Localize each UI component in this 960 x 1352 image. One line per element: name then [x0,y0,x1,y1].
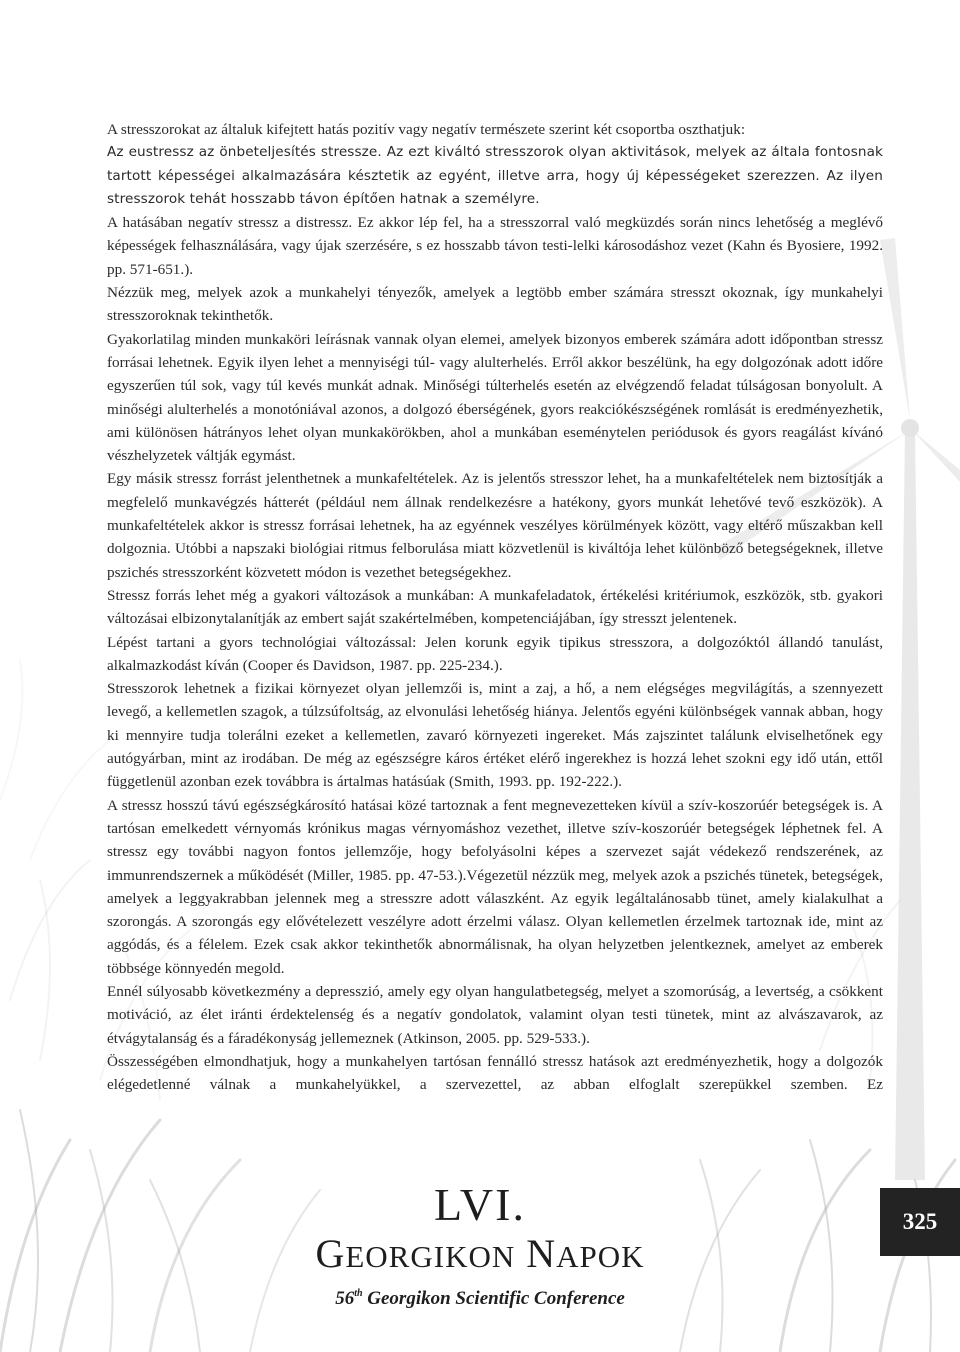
paragraph-changes: Stressz forrás lehet még a gyakori változások a munkában: A munkafeladatok, értékelési kritériumok, eszközök, stb. gyakori változásai elbizonytalanítják az embert saját szakértelmében, kompetenciájában, így stresszt jelentenek. [107,586,883,628]
conference-edition: LVI. [434,1179,526,1230]
paragraph-work-conditions: Egy másik stressz forrást jelenthetnek a munkafeltételek. Az is jelentős stresszor lehet, ha a munkafeltételek nem biztosítják a megfelelő munkavégzés hátterét (például nem állnak rendelkezésre a hatékony, gyors munkát lehetővé tevő eszközök). A munkafeltételek akkor is stressz forrásai lehetnek, ha az egyénnek veszélyes körülmények között, vagy eltérő műszakban kell dolgoznia. Utóbbi a napszaki biológiai ritmus felborulása miatt közvetlenül is kiváltója lehet különböző betegségeknek, illetve pszichés stresszorként közvetett módon is vezethet betegségekhez. [107,470,883,581]
conference-name-initial-g: G [315,1231,346,1276]
conference-subtitle [0,1288,960,1310]
conference-name-initial-n: N [526,1231,557,1276]
conference-subtitle-ordinal: th [354,1288,363,1299]
paragraph-health-effects: A stressz hosszú távú egészségkárosító hatásai közé tartoznak a fent megnevezetteken kívül a szív-koszorúér betegségek is. A tartósan emelkedett vérnyomás krónikus magas vérnyomáshoz vezethet, illetve szív-koszorúér betegségek léphetnek fel. A stressz egy további nagyon fontos jellemzője, hogy befolyásolni képes a szervezet saját védekező rendszerének, az immunrendszernek a működését (Miller, 1985. pp. 47-53.).Végezetül nézzük meg, melyek azok a pszichés tünetek, betegségek, amelyek a leggyakrabban jelennek meg a stresszre adott válaszként. Az egyik legáltalánosabb tünet, amely kialakulhat a szorongás. A szorongás egy elővételezett veszélyre adott érzelmi válasz. Olyan kellemetlen érzelmek tartoznak ide, mint az aggódás, és a félelem. Ezek csak akkor tekinthetők abnormálisnak, ha olyan helyzetben jelentkeznek, amelyet az emberek többsége könnyedén megold. [107,796,883,977]
paragraph-physical-environment: Stresszorok lehetnek a fizikai környezet olyan jellemzői is, mint a zaj, a hő, a nem elégséges megvilágítás, a szennyezett levegő, a kellemetlen szagok, a túlzsúfoltság, az elvonulási lehetőség hiánya. Jelentős egyéni különbségek vannak abban, hogy ki mennyire tudja tolerálni ezeket a kellemetlen, zavaró környezeti ingereket. Más zajszintet találunk elviselhetőnek egy autógyárban, mint az irodában. De még az egészségre káros értéket elérő ingerekhez is hozzá lehet szokni egy idő után, ettől függetlenül azonban ezek továbbra is ártalmas hatásúak (Smith, 1993. pp. 192-222.). [107,680,883,791]
conference-name-apok: APOK [556,1239,645,1274]
paragraph-depression: Ennél súlyosabb következmény a depresszió, amely egy olyan hangulatbetegség, melyet a szomorúság, a levertség, a csökkent motiváció, az élet iránti érdektelenség és a negatív gondolatok, valamint olyan testi tünetek, mint az alvászavarok, az étvágytalanság és a fáradékonyság jellemeznek (Atkinson, 2005. pp. 529-533.). [107,982,883,1047]
paragraph-workplace-factors: Nézzük meg, melyek azok a munkahelyi tényezők, amelyek a legtöbb ember számára stresszt okoznak, így munkahelyi stresszoroknak tekinthetők. [107,284,883,325]
page-number-badge: 325 [880,1188,960,1256]
conference-name-eorgikon: EORGIKON [345,1239,516,1274]
paragraph-job-description: Gyakorlatilag minden munkaköri leírásnak vannak olyan elemei, amelyek bizonyos emberek számára adott időpontban stressz forrásai lehetnek. Egyik ilyen lehet a mennyiségi túl- vagy alulterhelés. Erről akkor beszélünk, ha egy dolgozónak adott időre egyszerűen túl sok, vagy túl kevés munkát adnak. Minőségi túlterhelés esetén az elvégzendő feladat túlságosan bonyolult. A minőségi alulterhelés a monotóniával azonos, a dolgozó éberségének, gyors reakciókészségének romlását is eredményezhetik, ami különösen hátrányos lehet olyan munkakörökben, ahol a munkában eseménytelen periódusok és gyors reagálást kívánó vészhelyzetek váltják egymást. [107,330,883,465]
article-body [107,118,883,1096]
paragraph-summary: Összességében elmondhatjuk, hogy a munkahelyen tartósan fennálló stressz hatások azt eredményezhetik, hogy a dolgozók elégedetlenné válnak a munkahelyükkel, a szervezettel, az abban elfoglalt szerepükkel szemben. Ez [107,1052,883,1094]
paragraph-distress: A hatásában negatív stressz a distressz. Ez akkor lép fel, ha a stresszorral való megküzdés során nincs lehetőség a meglévő képességek felhasználására, vagy újak szerzésére, s ez hosszabb távon testi-lelki károsodáshoz vezet (Kahn és Byosiere, 1992. pp. 571-651.). [107,214,883,278]
conference-name [0,1230,960,1277]
conference-subtitle-text: Georgikon Scientific Conference [362,1288,625,1309]
conference-subtitle-number: 56 [335,1288,355,1309]
paragraph-technology: Lépést tartani a gyors technológiai változással: Jelen korunk egyik tipikus stresszora, a dolgozóktól állandó tanulást, alkalmazkodást kíván (Cooper és Davidson, 1987. pp. 225-234.). [107,633,883,674]
paragraph-intro: A stresszorokat az általuk kifejtett hatás pozitív vagy negatív természete szerint két csoportba oszthatjuk: [107,121,746,138]
paragraph-eustress: Az eustressz az önbeteljesítés stressze. Az ezt kiváltó stresszorok olyan aktivitások, melyek az általa fontosnak tartott képességei alkalmazására késztetik az egyént, illetve arra, hogy új képességeket szerezzen. Az ilyen stresszorok tehát hosszabb távon építően hatnak a személyre. [107,144,883,207]
